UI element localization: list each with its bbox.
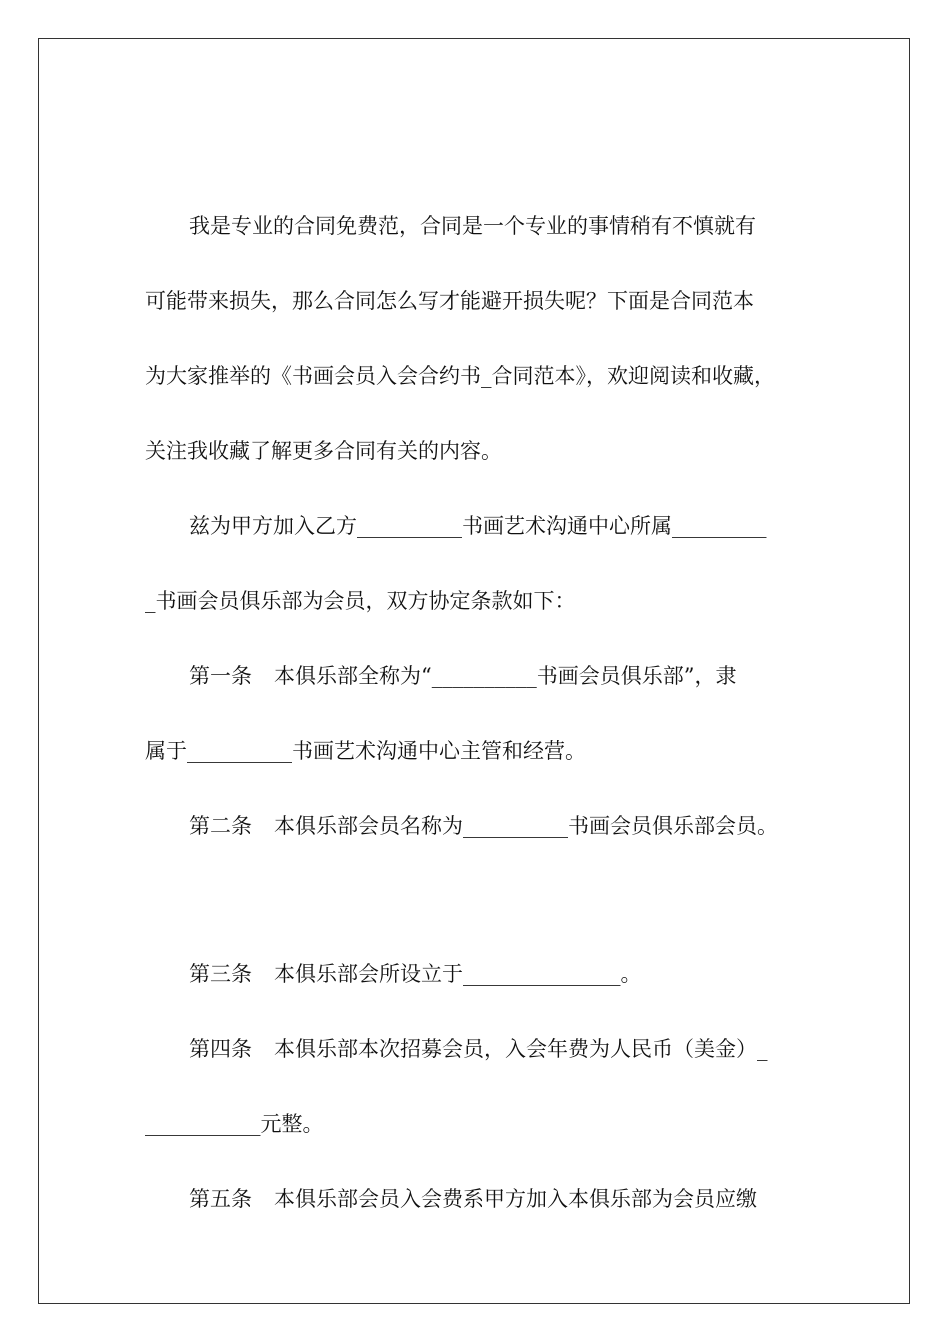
article-2-text: 本俱乐部会员名称为__________书画会员俱乐部会员。: [274, 814, 778, 838]
article-2: [189, 812, 869, 840]
article-5-text: 本俱乐部会员入会费系甲方加入本俱乐部为会员应缴: [274, 1187, 757, 1211]
article-4-number: 第四条: [189, 1037, 252, 1061]
article-1-line-2: 属于__________书画艺术沟通中心主管和经营。: [145, 739, 586, 763]
article-1-line-1: [189, 662, 869, 690]
article-2-number: 第二条: [189, 814, 252, 838]
article-5-number: 第五条: [189, 1187, 252, 1211]
intro-line-1: 我是专业的合同免费范，合同是一个专业的事情稍有不慎就有: [189, 214, 756, 238]
article-4-line-2: ___________元整。: [145, 1112, 324, 1136]
article-1-text: 本俱乐部全称为“__________书画会员俱乐部”，隶: [274, 664, 737, 688]
article-4-text: 本俱乐部本次招募会员，入会年费为人民币（美金）_: [274, 1037, 768, 1061]
article-5-line-1: [189, 1185, 869, 1213]
article-3-number: 第三条: [189, 962, 252, 986]
intro-line-2: 可能带来损失，那么合同怎么写才能避开损失呢？下面是合同范本: [145, 289, 754, 313]
article-4-line-1: [189, 1035, 869, 1063]
article-1-number: 第一条: [189, 664, 252, 688]
intro-line-3: 为大家推举的《书画会员入会合约书_合同范本》，欢迎阅读和收藏，: [145, 364, 775, 388]
preamble-line-2: _书画会员俱乐部为会员，双方协定条款如下：: [145, 589, 576, 613]
article-3-text: 本俱乐部会所设立于_______________。: [274, 962, 642, 986]
article-3: [189, 960, 869, 988]
intro-line-4: 关注我收藏了解更多合同有关的内容。: [145, 439, 502, 463]
preamble-line-1: 兹为甲方加入乙方__________书画艺术沟通中心所属_________: [189, 514, 767, 538]
